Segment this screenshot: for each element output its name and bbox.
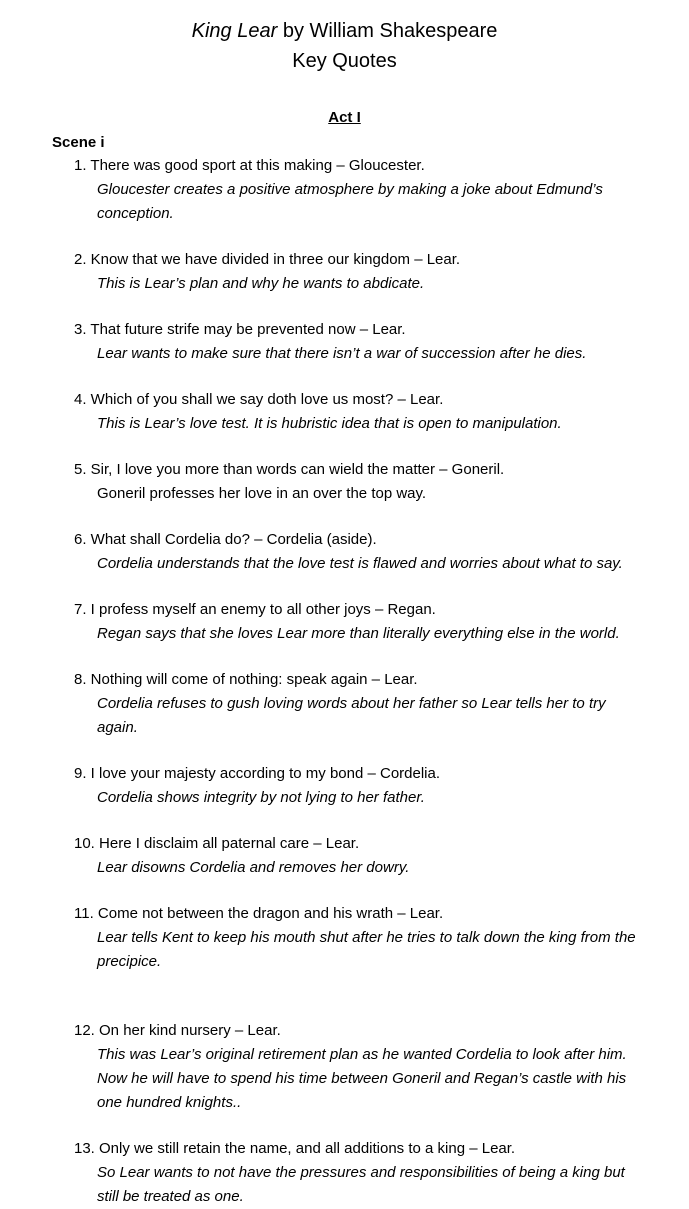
quote-line: 4. Which of you shall we say doth love us most? – Lear.: [74, 391, 444, 408]
quote-line: 2. Know that we have divided in three our kingdom – Lear.: [74, 251, 461, 268]
quote-note: This was Lear’s original retirement plan as he wanted Cordelia to look after him. Now he will have to spend his time between Goneril and Regan’s castle with his one hundred knights..: [97, 1046, 627, 1111]
quote-line: 7. I profess myself an enemy to all other joys – Regan.: [74, 601, 436, 618]
quote-note: Lear wants to make sure that there isn’t a war of succession after he dies.: [97, 345, 587, 362]
quote-note: Gloucester creates a positive atmosphere by making a joke about Edmund’s conception.: [97, 181, 603, 222]
quote-note: Cordelia understands that the love test is flawed and worries about what to say.: [97, 555, 623, 572]
quote-line: 12. On her kind nursery – Lear.: [74, 1022, 281, 1039]
quote-note: Cordelia shows integrity by not lying to her father.: [97, 789, 425, 806]
quote-line: 8. Nothing will come of nothing: speak again – Lear.: [74, 671, 418, 688]
quote-note: So Lear wants to not have the pressures and responsibilities of being a king but still be treated as one.: [97, 1164, 625, 1205]
title-play-name: King Lear: [191, 20, 278, 42]
scene-heading: Scene i: [52, 134, 105, 151]
quote-note: Cordelia refuses to gush loving words about her father so Lear tells her to try again.: [97, 695, 606, 736]
act-heading: Act I: [328, 109, 361, 126]
document-subtitle: Key Quotes: [292, 50, 397, 72]
document-title: [0, 19, 689, 43]
quote-note: This is Lear’s love test. It is hubristic idea that is open to manipulation.: [97, 415, 562, 432]
quote-line: 5. Sir, I love you more than words can wield the matter – Goneril.: [74, 461, 505, 478]
quote-line: 6. What shall Cordelia do? – Cordelia (aside).: [74, 531, 377, 548]
quote-line: 11. Come not between the dragon and his wrath – Lear.: [74, 905, 444, 922]
quote-line: 3. That future strife may be prevented now – Lear.: [74, 321, 406, 338]
quote-line: 9. I love your majesty according to my bond – Cordelia.: [74, 765, 441, 782]
quote-note: Regan says that she loves Lear more than literally everything else in the world.: [97, 625, 620, 642]
quote-note: Lear disowns Cordelia and removes her dowry.: [97, 859, 410, 876]
quote-line: 1. There was good sport at this making – Gloucester.: [74, 157, 425, 174]
title-author: by William Shakespeare: [277, 20, 498, 42]
quote-note: This is Lear’s plan and why he wants to abdicate.: [97, 275, 425, 292]
quote-note: Lear tells Kent to keep his mouth shut after he tries to talk down the king from the precipice.: [97, 929, 636, 970]
quote-note: Goneril professes her love in an over the top way.: [97, 485, 427, 502]
quote-line: 10. Here I disclaim all paternal care – Lear.: [74, 835, 360, 852]
quote-line: 13. Only we still retain the name, and all additions to a king – Lear.: [74, 1140, 516, 1157]
